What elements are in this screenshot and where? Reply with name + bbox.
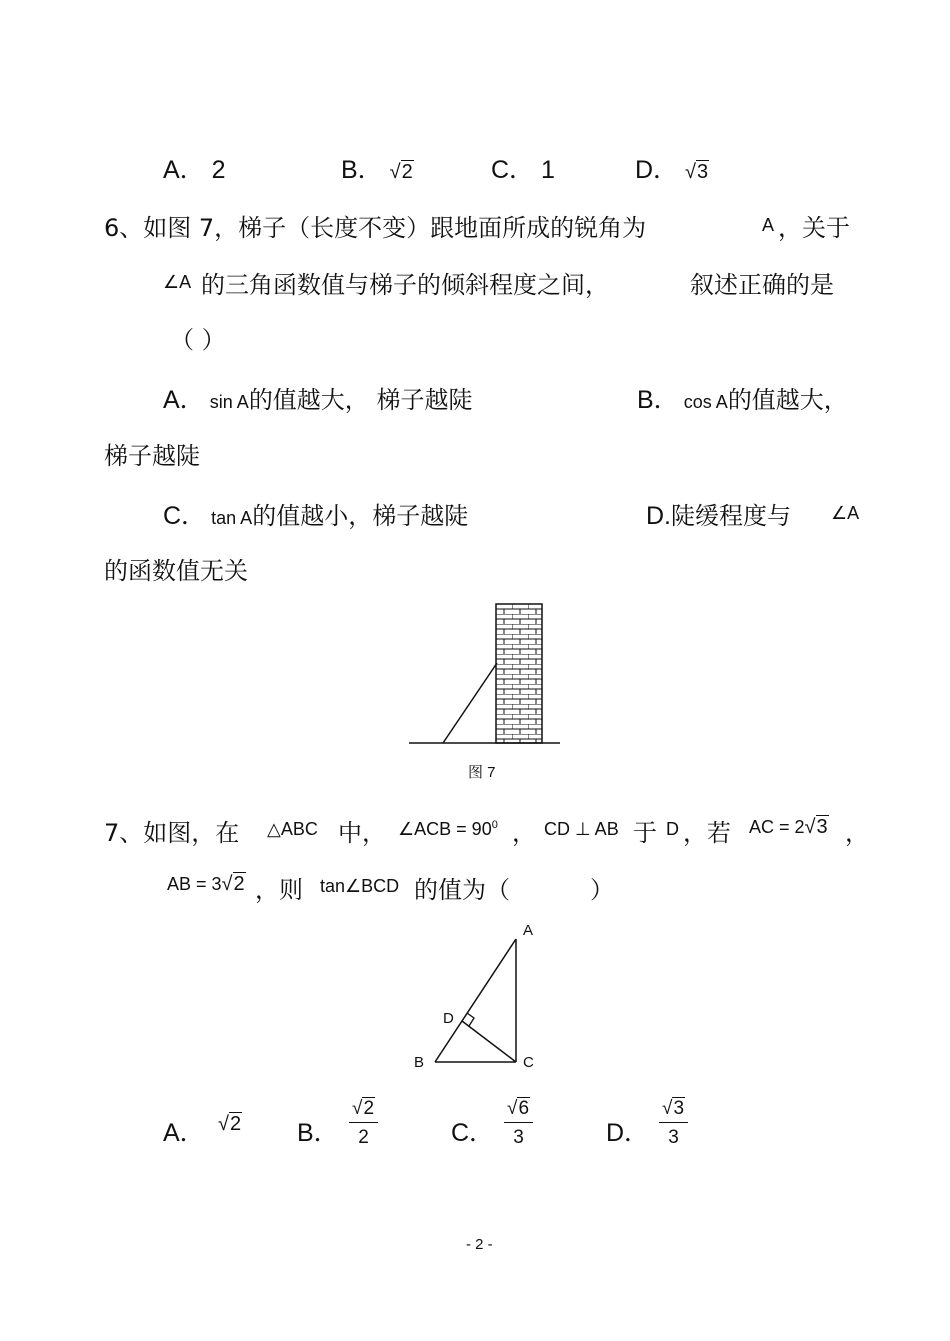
- q6-stem-line2b: 叙述正确的是: [690, 271, 834, 299]
- q6-option-d-text: 陡缓程度与: [671, 502, 791, 530]
- q6-option-b-text: 的值越大，: [727, 386, 848, 414]
- q7-cd-perp-ab: CD ⊥ AB: [544, 819, 619, 839]
- q7-option-d-label: D．: [606, 1119, 650, 1147]
- q7-stem-f: 的值为（: [414, 876, 510, 904]
- q7-ab-radicand: 2: [233, 873, 245, 895]
- q7-option-b-num-radicand: 2: [363, 1098, 375, 1119]
- q5-option-c-value: 1: [541, 156, 555, 184]
- q6-option-d-wrap: 的函数值无关: [104, 557, 248, 585]
- q7-stem-b: 中，: [338, 819, 386, 847]
- q7-option-c-numerator: √6: [504, 1098, 533, 1123]
- q6-answer-paren: （ ）: [170, 326, 226, 354]
- q7-comma1: ，: [512, 819, 536, 847]
- q7-triangle: △ABC: [267, 819, 318, 839]
- q7-comma2: ，: [845, 819, 869, 847]
- q7-eq-90: = 90: [456, 819, 492, 839]
- q7-stem-c: 于: [633, 819, 657, 847]
- q7-option-d-num-radicand: 3: [673, 1098, 685, 1119]
- q7-option-d-numerator: √3: [659, 1098, 688, 1123]
- q6-option-a-func: sin A: [209, 392, 249, 412]
- q7-degree: 0: [491, 819, 498, 831]
- side-ab: [435, 939, 516, 1062]
- q6-option-c-func: tan A: [211, 508, 253, 528]
- q7-option-c-num-radicand: 6: [518, 1098, 530, 1119]
- vertex-label-a: A: [523, 922, 534, 939]
- q6-option-c-text: 的值越小，梯子越陡: [252, 502, 469, 530]
- q7-option-b-denominator: 2: [358, 1127, 369, 1148]
- q7-option-a-label: A．: [163, 1119, 205, 1147]
- q5-option-d-sqrt: √3: [685, 161, 709, 183]
- q7-stem-a: 7、如图，在: [104, 819, 240, 847]
- q7-ac-expr: [749, 816, 829, 839]
- q7-option-c-denominator: 3: [513, 1127, 524, 1148]
- q5-option-b-radicand: 2: [401, 161, 413, 183]
- q5-option-d-radicand: 3: [697, 161, 709, 183]
- vertex-label-d: D: [443, 1010, 454, 1027]
- q7-stem-d: ，若: [683, 819, 731, 847]
- q5-option-c-label: C．: [491, 156, 535, 184]
- q7-angle-acb: ∠ACB: [398, 819, 452, 839]
- q7-option-b-numerator: √2: [349, 1098, 378, 1123]
- q6-option-a-label: A．: [163, 386, 205, 414]
- q6-stem-part2: ，关于: [778, 214, 850, 242]
- q6-option-d-label: D.: [646, 502, 671, 530]
- altitude-cd: [462, 1021, 516, 1062]
- q5-option-a-label: A．: [163, 156, 205, 184]
- q6-option-b-func: cos A: [683, 392, 728, 412]
- q7-tan-expr: tan∠BCD: [320, 876, 400, 896]
- q7-option-a-sqrt: √2: [218, 1113, 242, 1135]
- q7-option-d-fraction: [659, 1098, 688, 1149]
- ladder: [443, 663, 497, 743]
- q7-stem-g: ）: [590, 876, 614, 904]
- q7-option-c-fraction: [504, 1098, 533, 1149]
- figure-7-caption: 图 7: [468, 764, 496, 781]
- q7-option-a-radicand: 2: [229, 1113, 242, 1135]
- q5-option-b-label: B．: [341, 156, 383, 184]
- q7-d-var: D: [666, 819, 679, 839]
- page-number: - 2 -: [466, 1236, 493, 1253]
- q7-ac-sqrt: √3: [804, 816, 828, 838]
- q6-option-c-label: C．: [163, 502, 207, 530]
- vertex-label-c: C: [523, 1054, 534, 1071]
- figure-triangle-abc: [435, 939, 516, 1062]
- q6-stem-line2: 的三角函数值与梯子的倾斜程度之间，: [201, 271, 609, 299]
- vertex-label-b: B: [414, 1054, 425, 1071]
- q7-ab-sqrt: √2: [221, 873, 245, 895]
- q7-ac-lhs: AC = 2: [749, 817, 805, 837]
- q6-angle-symbol: ∠A: [163, 272, 192, 292]
- q5-option-b-sqrt: √2: [389, 161, 413, 183]
- brick-wall: [496, 604, 542, 743]
- q6-option-b-label: B．: [637, 386, 679, 414]
- q6-option-b-wrap: 梯子越陡: [104, 442, 200, 470]
- q5-option-d-label: D．: [635, 156, 679, 184]
- q7-option-b-fraction: [349, 1098, 378, 1149]
- q6-stem-var: A: [762, 215, 775, 235]
- q6-option-a-text: 的值越大， 梯子越陡: [248, 386, 473, 414]
- q7-stem-e: ，则: [255, 876, 303, 904]
- q7-option-b-label: B．: [297, 1119, 339, 1147]
- q7-ab-lhs: AB = 3: [167, 874, 222, 894]
- q5-option-a-value: 2: [211, 156, 226, 184]
- q7-ab-expr: [167, 873, 246, 896]
- q7-option-c-label: C．: [451, 1119, 495, 1147]
- right-angle-mark: [467, 1013, 474, 1026]
- q6-stem-part1: 6、如图 7，梯子（长度不变）跟地面所成的锐角为: [104, 214, 647, 242]
- q7-option-d-denominator: 3: [668, 1127, 679, 1148]
- q7-angle-expr: [398, 819, 498, 840]
- q7-ac-radicand: 3: [816, 816, 828, 838]
- q6-option-d-angle: ∠A: [831, 503, 860, 523]
